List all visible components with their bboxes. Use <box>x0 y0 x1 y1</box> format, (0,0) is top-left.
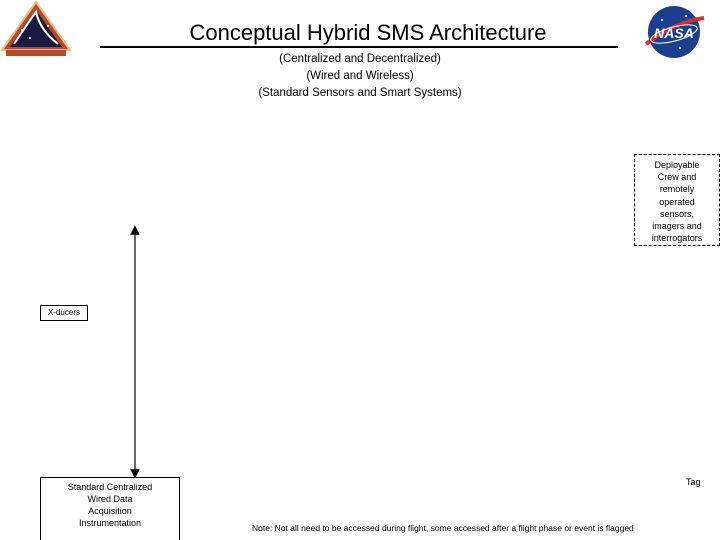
subtitle-line-2: (Wired and Wireless) <box>306 70 414 82</box>
deployable-sensors-box <box>634 154 720 246</box>
standard-line: Wired Data <box>87 494 133 504</box>
subtitle-line-3: (Standard Sensors and Smart Systems) <box>258 87 462 99</box>
standard-centralized-box <box>40 477 180 540</box>
standard-line: Instrumentation <box>78 518 142 528</box>
standard-line: Standard Centralized <box>67 482 153 492</box>
deployable-line: sensors, <box>659 208 694 219</box>
nasa-logo-text: NASA <box>654 25 694 41</box>
deployable-line: operated <box>659 196 695 207</box>
standard-line: Acquisition <box>88 506 132 516</box>
deployable-line: interrogators <box>651 233 703 244</box>
xducers-box: X-ducers <box>40 305 88 321</box>
deployable-line: remotely <box>659 184 695 195</box>
tag-label: Tag <box>686 477 701 487</box>
footnote: Note: Not all need to be accessed during flight, some accessed after a flight phase or event is flagged <box>252 523 634 533</box>
subtitle-line-1: (Centralized and Decentralized) <box>279 53 441 65</box>
page-title: Conceptual Hybrid SMS Architecture <box>189 20 547 45</box>
deployable-line: Crew and <box>657 172 697 183</box>
deployable-line: Deployable <box>654 160 700 170</box>
deployable-line: imagers and <box>652 221 702 232</box>
